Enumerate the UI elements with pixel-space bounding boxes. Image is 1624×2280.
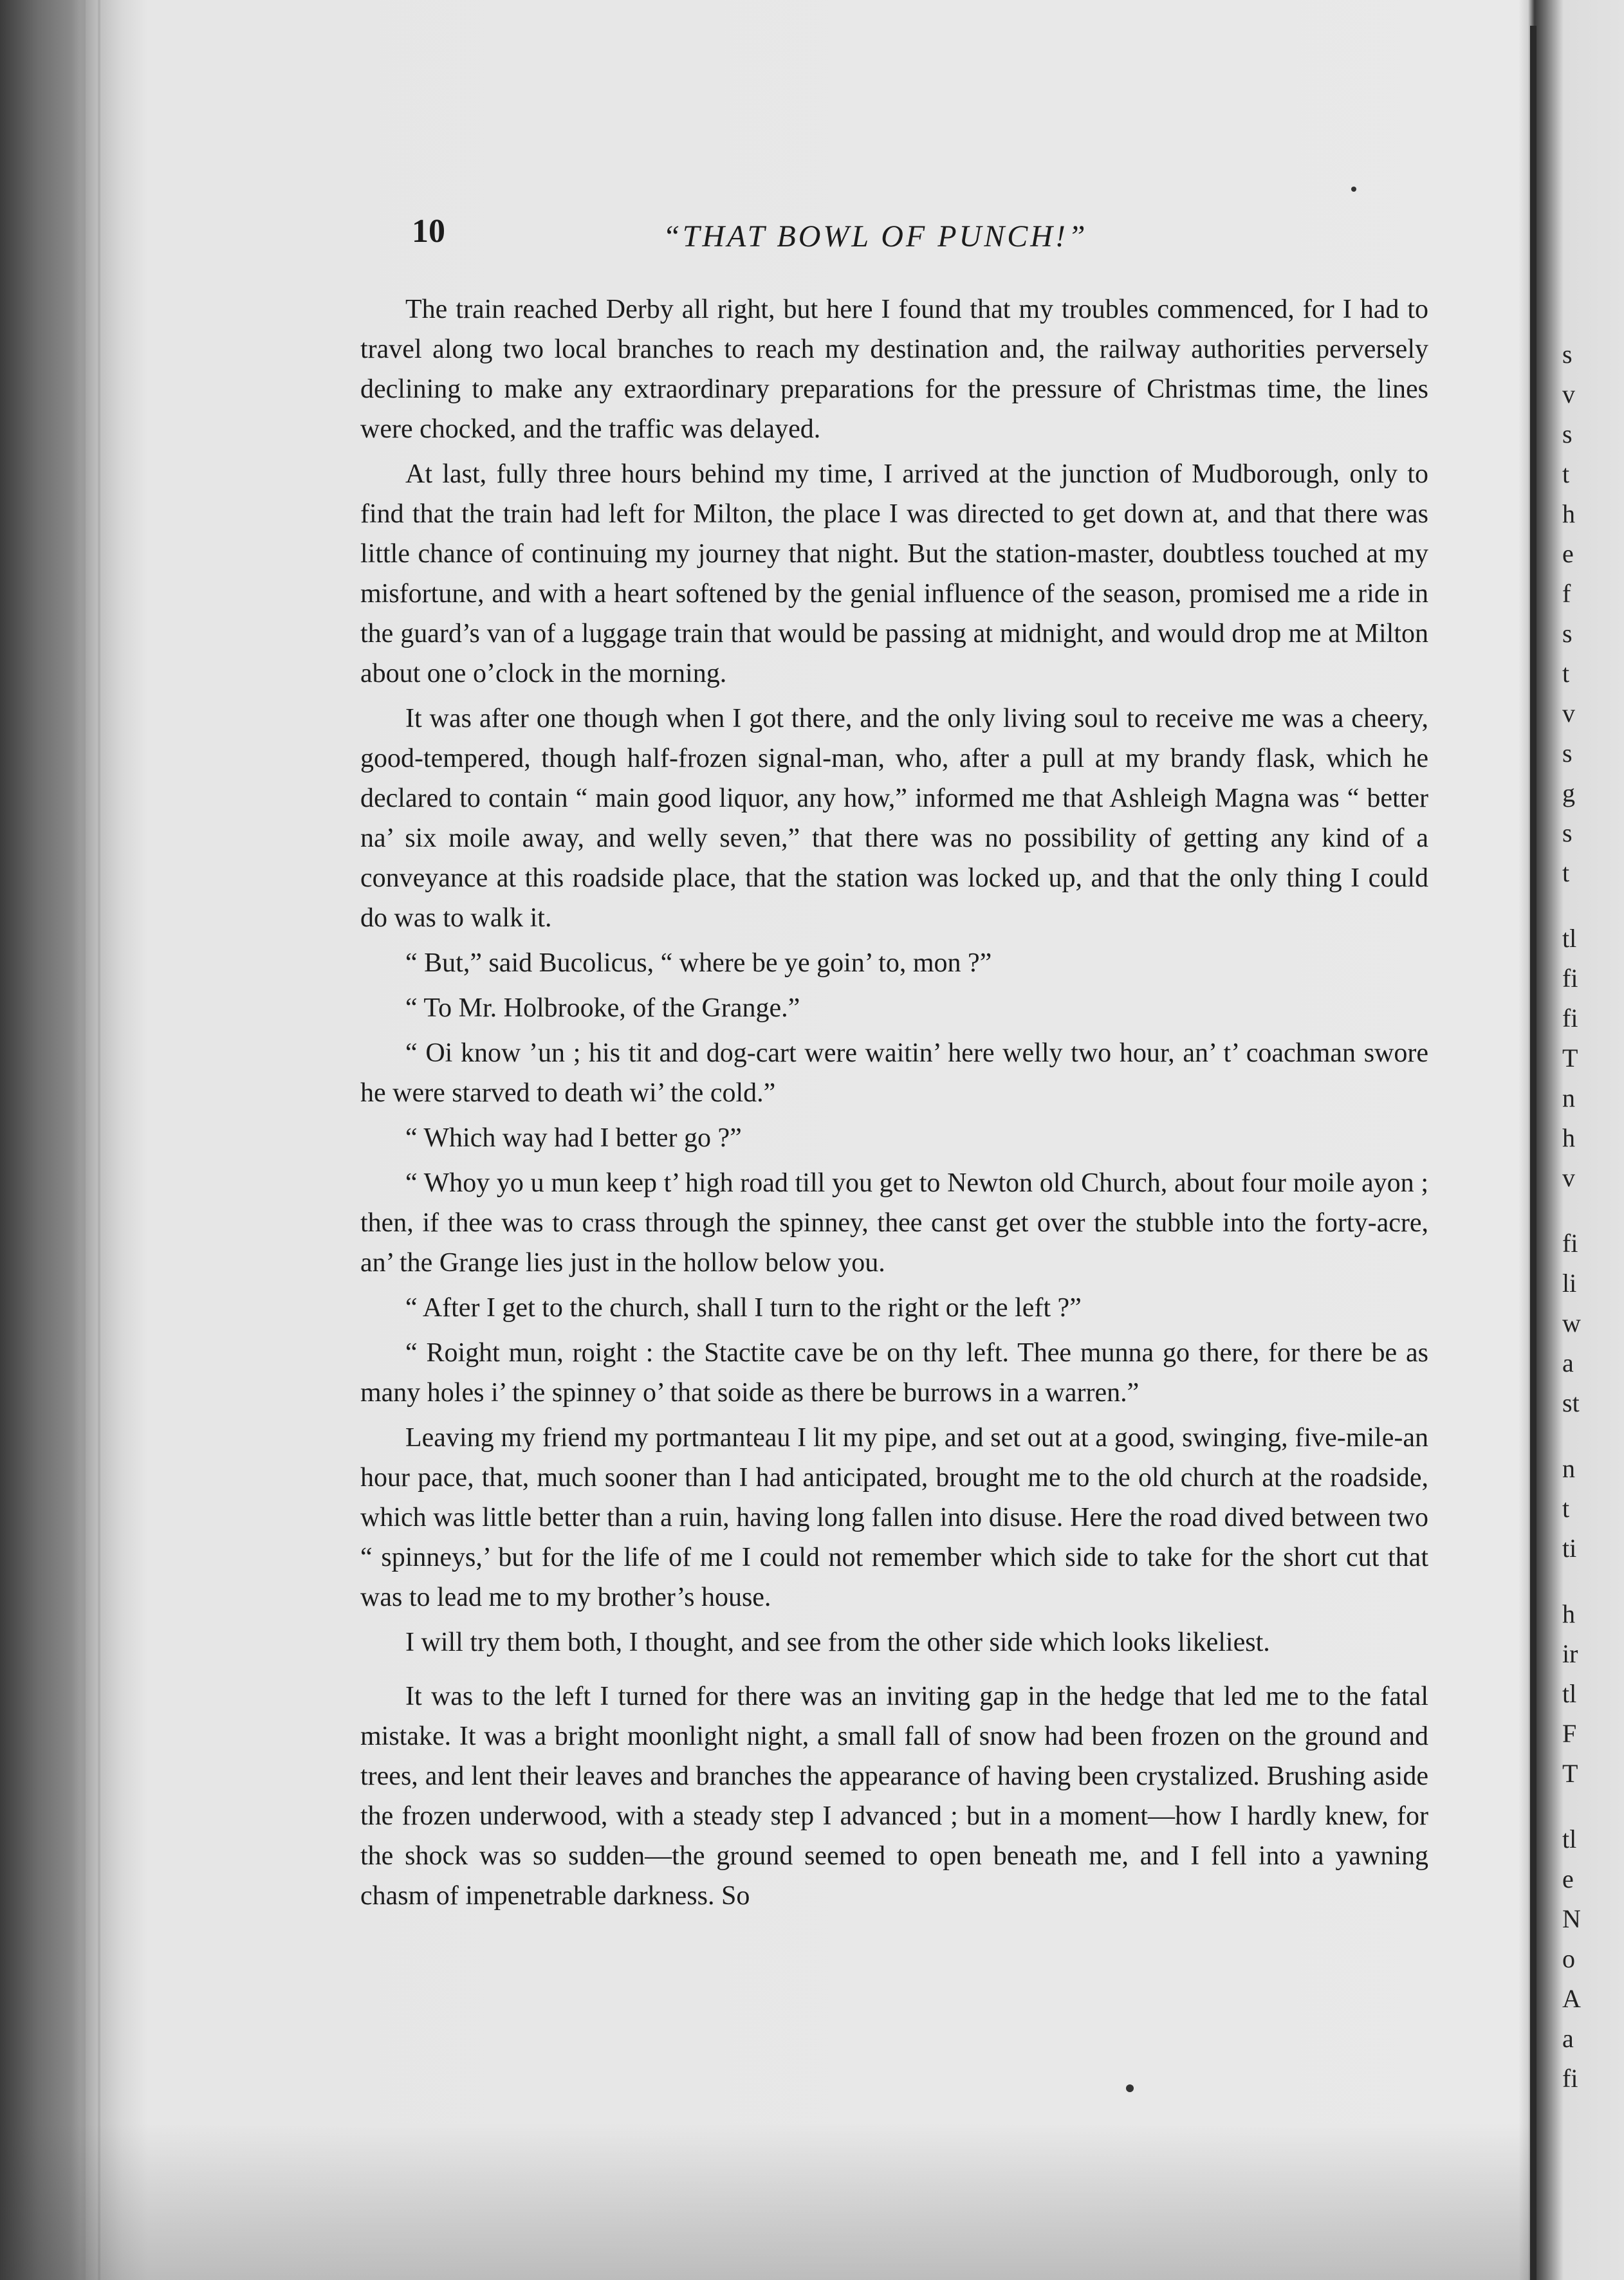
adjacent-page-fragment xyxy=(1562,335,1624,2099)
fragment-line: n xyxy=(1562,1454,1575,1483)
fragment-line: T xyxy=(1562,1043,1578,1072)
fragment-line: tl xyxy=(1562,1679,1577,1708)
fragment-line: fi xyxy=(1562,1229,1578,1258)
paragraph: “ But,” said Bucolicus, “ where be ye goin’ to, mon ?” xyxy=(405,948,992,978)
fragment-line: N xyxy=(1562,1904,1581,1933)
fragment-line: ti xyxy=(1562,1534,1577,1563)
paragraph: The train reached Derby all right, but here I found that my troubles commenced, for I had to travel along two local branches to reach my destination and, the railway authorities perversely declining to make any extraordinary preparations for the pressure of Christmas time, the lines were chocked, and the traffic was delayed. xyxy=(360,295,1428,444)
fragment-line: F xyxy=(1562,1719,1577,1748)
scan-speck xyxy=(1126,2084,1134,2092)
fragment-line: h xyxy=(1562,499,1575,528)
fragment-line: g xyxy=(1562,778,1575,807)
fragment-line: e xyxy=(1562,1864,1574,1893)
fragment-line: s xyxy=(1562,818,1573,847)
fragment-line: tl xyxy=(1562,1825,1577,1853)
fragment-line: w xyxy=(1562,1309,1581,1338)
paragraph: “ Which way had I better go ?” xyxy=(405,1123,742,1153)
paragraph: It was to the left I turned for there was an inviting gap in the hedge that led me to the fatal mistake. It was a bright moonlight night, a small fall of snow had been frozen on the ground and trees, and lent their leaves and branches the appearance of having been crystalized. Brushing aside the frozen underwood, with a steady step I advanced ; but in a moment—how I hardly knew, for the shock was so sudden—the ground seemed to open beneath me, and I fell into a yawning chasm of impenetrable darkness. So xyxy=(360,1682,1428,1911)
fragment-line: T xyxy=(1562,1759,1578,1788)
scan-speck xyxy=(1351,187,1356,192)
fragment-line: st xyxy=(1562,1388,1580,1417)
fragment-line: v xyxy=(1562,380,1575,409)
paragraph: “ Whoy yo u mun keep t’ high road till you get to Newton old Church, about four moile ayon ; then, if thee was to crass through the spinney, thee canst get over the stubble into the forty-acre, an’ the Grange lies just in the hollow below you. xyxy=(360,1168,1428,1278)
paragraph: Leaving my friend my portmanteau I lit my pipe, and set out at a good, swinging, five-mile-an hour pace, that, much sooner than I had anticipated, brought me to the old church at the roadside, which was little better than a ruin, having long fallen into disuse. Here the road dived between two “ spinneys,’ but for the life of me I could not remember which side to take for the short cut that was to lead me to my brother’s house. xyxy=(360,1423,1428,1612)
fragment-line: ir xyxy=(1562,1639,1578,1668)
running-head xyxy=(360,206,1428,277)
fragment-line: v xyxy=(1562,1163,1575,1192)
paragraph: At last, fully three hours behind my time, I arrived at the junction of Mudborough, only to find that the train had left for Milton, the place I was directed to get down at, and that there was little chance of continuing my journey that night. But the station-master, doubtless touched at my misfortune, and with a heart softened by the genial influence of the season, promised me a ride in the guard’s van of a luggage train that would be passing at midnight, and would drop me at Milton about one o’clock in the morning. xyxy=(360,459,1428,688)
paragraph: “ After I get to the church, shall I turn to the right or the left ?” xyxy=(405,1293,1082,1323)
fragment-line: fi xyxy=(1562,2064,1578,2093)
fragment-line: t xyxy=(1562,459,1570,488)
fragment-line: a xyxy=(1562,2024,1574,2053)
fragment-line: t xyxy=(1562,858,1570,887)
page-edge-line xyxy=(98,0,100,2280)
fragment-line: o xyxy=(1562,1944,1575,1973)
fragment-line: A xyxy=(1562,1984,1581,2013)
paragraph: “ Roight mun, roight : the Stactite cave be on thy left. Thee munna go there, for there be as many holes i’ the spinney o’ that soide as there be burrows in a warren.” xyxy=(360,1338,1428,1408)
fragment-line: f xyxy=(1562,579,1571,608)
fragment-line: s xyxy=(1562,619,1573,648)
fragment-line: t xyxy=(1562,659,1570,688)
fragment-line: h xyxy=(1562,1123,1575,1152)
fragment-line: fi xyxy=(1562,1004,1578,1033)
page-edge-shadow xyxy=(80,0,86,2280)
fragment-line: t xyxy=(1562,1494,1570,1523)
fragment-line: tl xyxy=(1562,924,1577,953)
paragraph: It was after one though when I got there, and the only living soul to receive me was a cheery, good-tempered, though half-frozen signal-man, who, after a pull at my brandy flask, which he declared to contain “ main good liquor, any how,” informed me that Ashleigh Magna was “ better na’ six moile away, and welly seven,” that there was no possibility of getting any kind of a conveyance at this roadside place, that the station was locked up, and that the only thing I could do was to walk it. xyxy=(360,704,1428,933)
paragraph: “ Oi know ’un ; his tit and dog-cart were waitin’ here welly two hour, an’ t’ coachman swore he were starved to death wi’ the cold.” xyxy=(360,1038,1428,1108)
fragment-line: n xyxy=(1562,1083,1575,1112)
fragment-line: v xyxy=(1562,699,1575,728)
fragment-line: s xyxy=(1562,739,1573,768)
fragment-line: a xyxy=(1562,1348,1574,1377)
bottom-shading xyxy=(0,2123,1531,2280)
body-text xyxy=(360,290,1428,1916)
page-number: 10 xyxy=(412,213,445,250)
fragment-line: e xyxy=(1562,539,1574,568)
book-page xyxy=(360,206,1428,1921)
fragment-line: fi xyxy=(1562,964,1578,993)
page-gutter-divider xyxy=(1530,26,1536,2280)
paragraph: I will try them both, I thought, and see from the other side which looks likeliest. xyxy=(405,1628,1270,1657)
fragment-line: s xyxy=(1562,419,1573,448)
paragraph: “ To Mr. Holbrooke, of the Grange.” xyxy=(405,993,800,1023)
fragment-line: li xyxy=(1562,1269,1577,1298)
fragment-line: h xyxy=(1562,1599,1575,1628)
fragment-line: s xyxy=(1562,340,1573,369)
running-title: “THAT BOWL OF PUNCH!” xyxy=(663,219,1088,253)
